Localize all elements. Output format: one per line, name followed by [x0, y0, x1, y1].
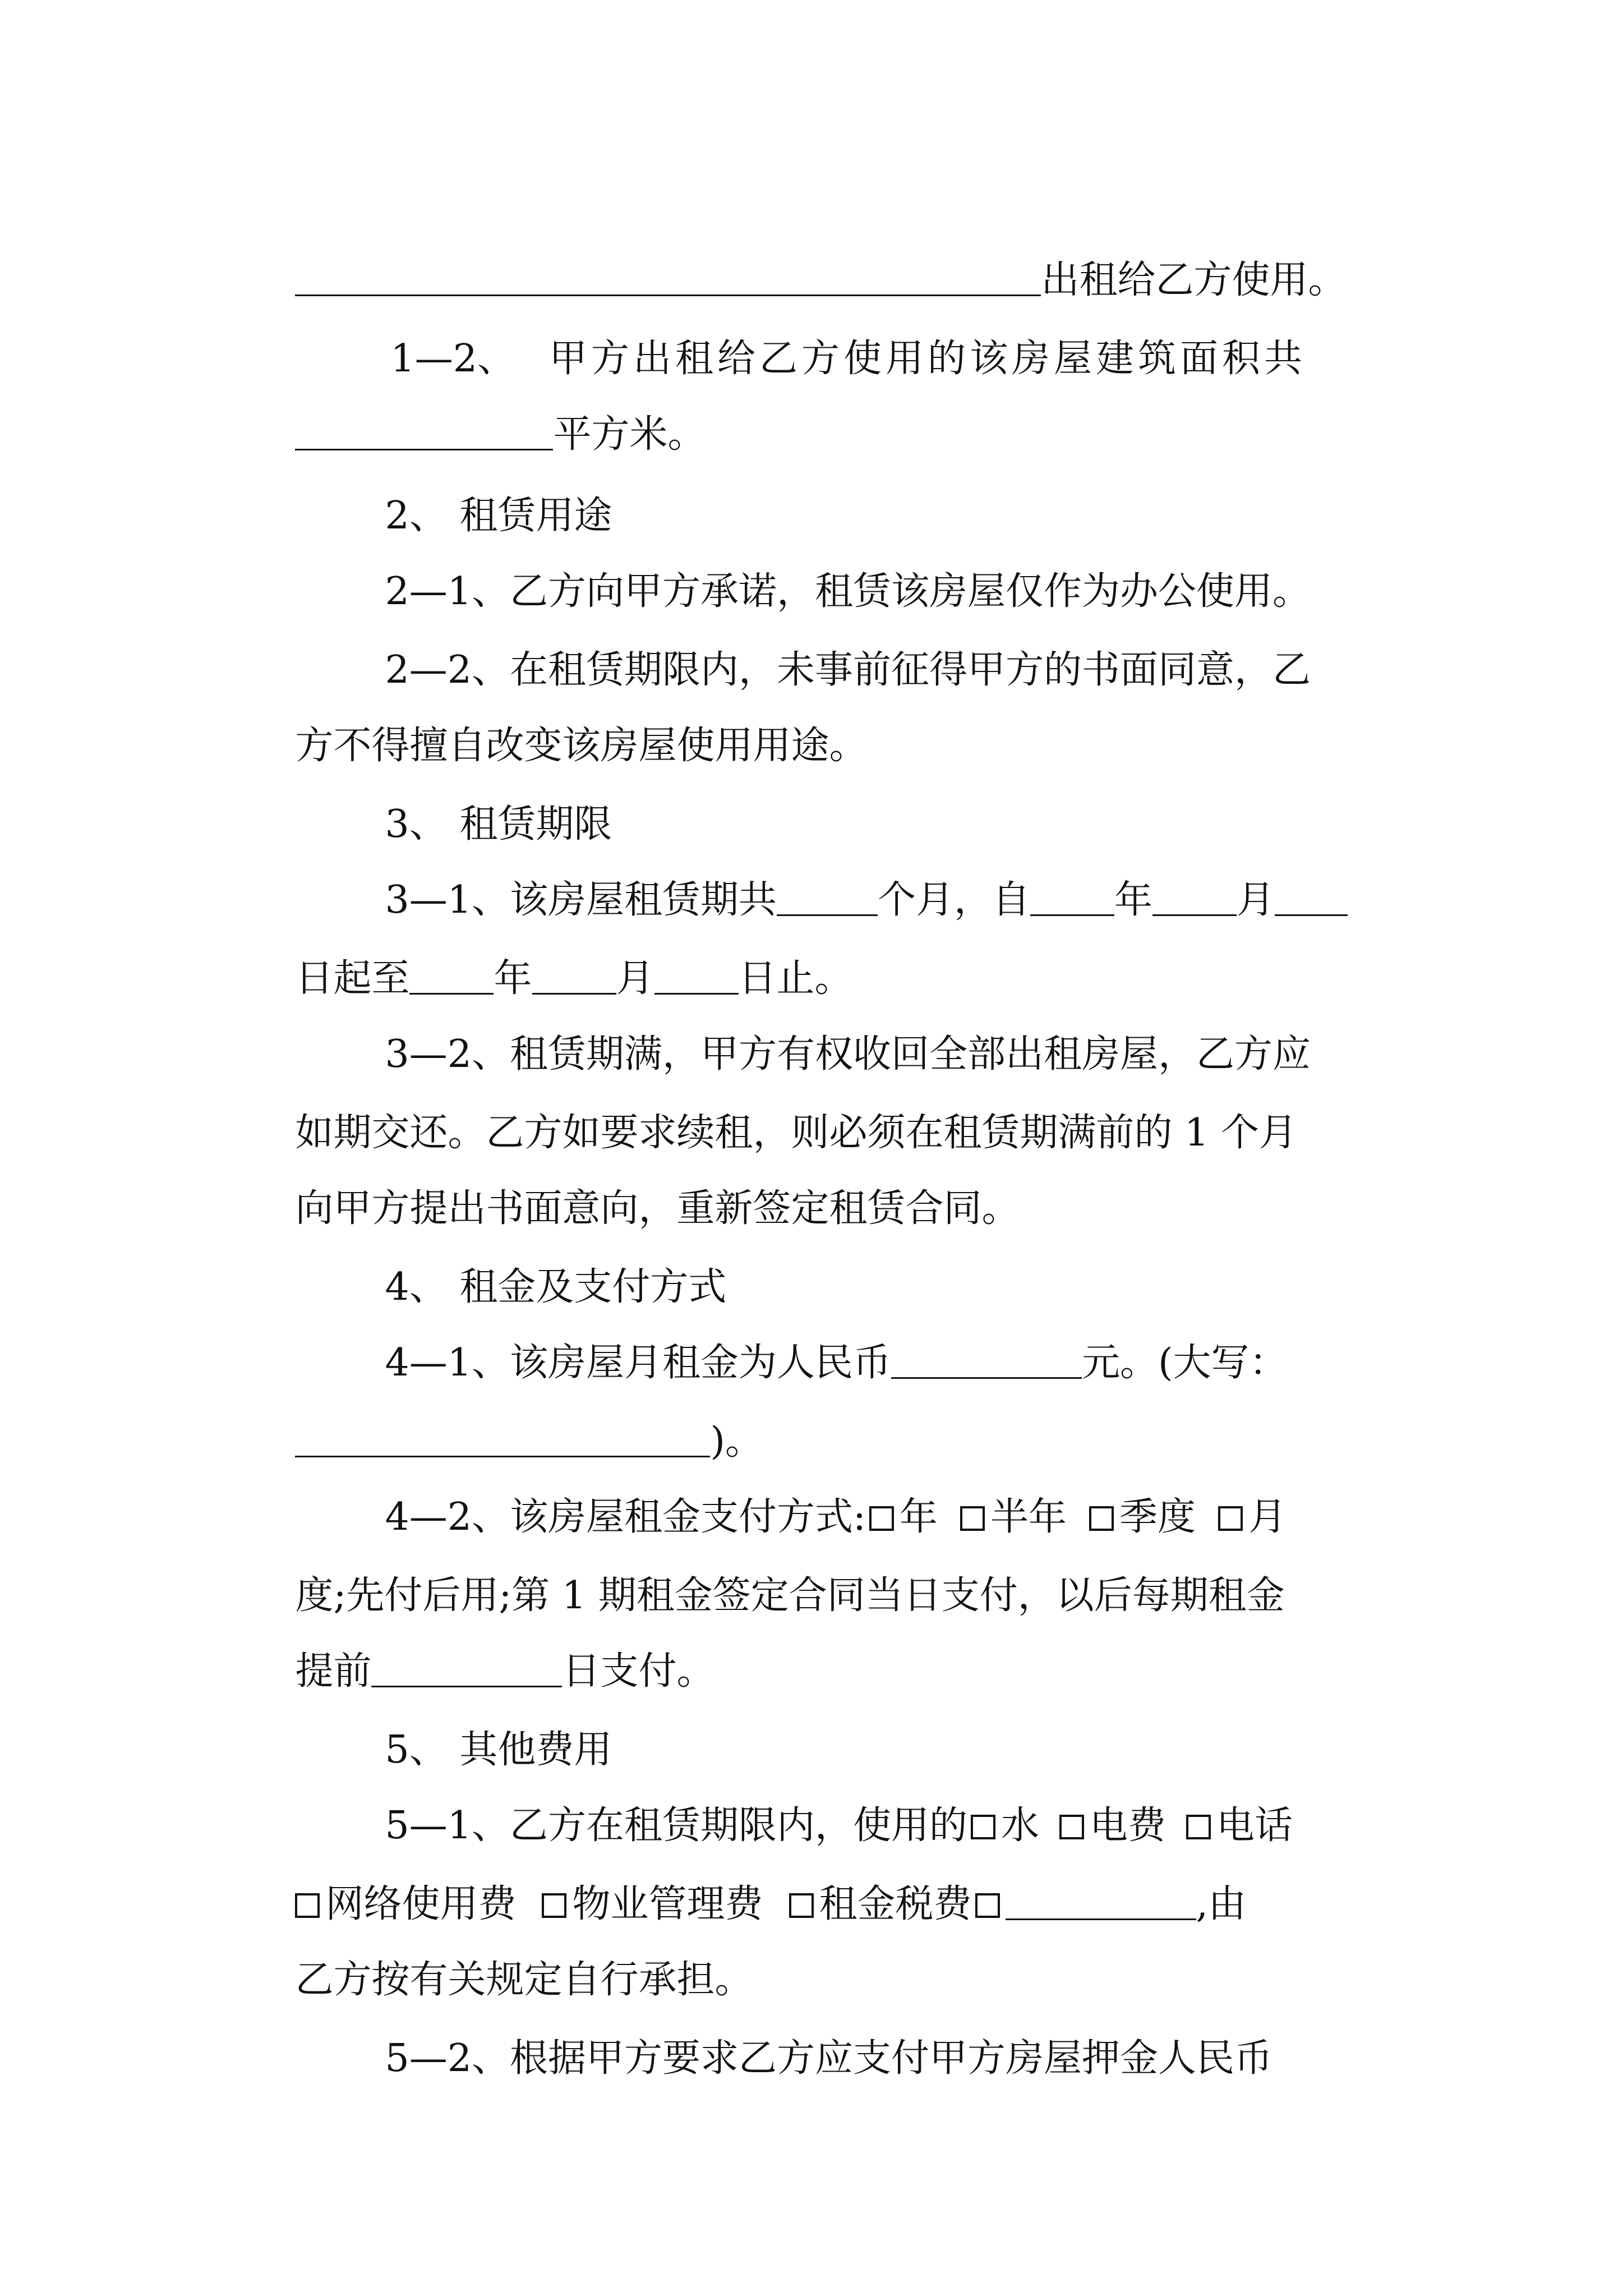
clause-5-2: 5—2、根据甲方要求乙方应支付甲方房屋押金人民币	[385, 2036, 1272, 2081]
clause-5-1-cont-2: 乙方按有关规定自行承担。	[295, 1958, 753, 2002]
clause-3-2: 3—2、租赁期满，甲方有权收回全部出租房屋，乙方应	[385, 1032, 1311, 1076]
rent-tax-checkbox[interactable]	[789, 1893, 814, 1918]
section-2-heading: 2、 租赁用途	[385, 494, 612, 538]
section-3-heading: 3、 租赁期限	[385, 802, 612, 846]
clause-1-2: 1—2、 甲方出租给乙方使用的该房屋建筑面积共	[390, 337, 1307, 381]
half-year-checkbox[interactable]	[960, 1506, 985, 1531]
other-fee-checkbox[interactable]	[975, 1893, 1000, 1918]
clause-2-2-cont: 方不得擅自改变该房屋使用用途。	[295, 724, 868, 768]
start-month-blank[interactable]	[1152, 883, 1237, 916]
clause-2-2: 2—2、在租赁期限内，未事前征得甲方的书面同意，乙	[385, 648, 1311, 692]
clause-2-1: 2—1、乙方向甲方承诺，租赁该房屋仅作为办公使用。	[385, 569, 1311, 614]
monthly-rent-blank[interactable]	[891, 1346, 1082, 1379]
clause-3-2-cont-2: 向甲方提出书面意向，重新签定租赁合同。	[295, 1186, 1020, 1231]
clause-3-1-cont: 日起至 年 月 日止。	[295, 956, 853, 1001]
clause-4-1-cont: )。	[247, 1374, 763, 1419]
clause-4-2-cont-1: 度;先付后用;第 1 期租金签定合同当日支付，以后每期租金	[295, 1573, 1285, 1618]
start-year-blank[interactable]	[1030, 883, 1114, 916]
phone-checkbox[interactable]	[1186, 1815, 1211, 1839]
section-4-heading: 4、 租金及支付方式	[385, 1265, 727, 1309]
clause-4-2-cont-2: 提前 日支付。	[295, 1649, 715, 1694]
clause-5-1-cont-1: 网络使用费 物业管理费 租金税费 ,由	[247, 1837, 1246, 1882]
monthly-checkbox[interactable]	[1218, 1506, 1243, 1531]
clause-5-1: 5—1、乙方在租赁期限内，使用的 水 电费 电话	[385, 1803, 1293, 1848]
clause-1-1-tail: 出租给乙方使用。	[247, 213, 1346, 258]
other-fee-blank[interactable]	[1006, 1887, 1196, 1920]
clause-1-2-cont: 平方米。	[247, 367, 706, 412]
section-5-heading: 5、 其他费用	[385, 1728, 612, 1772]
electricity-checkbox[interactable]	[1059, 1815, 1084, 1839]
quarterly-checkbox[interactable]	[1089, 1506, 1114, 1531]
clause-3-2-cont-1: 如期交还。乙方如要求续租，则必须在租赁期满前的 1 个月	[295, 1111, 1297, 1155]
clause-4-2: 4—2、该房屋租金支付方式: 年 半年 季度 月	[385, 1495, 1287, 1539]
clause-4-1: 4—1、该房屋月租金为人民币 元。(大写：	[385, 1341, 1288, 1385]
clause-3-1: 3—1、该房屋租赁期共 个月，自 年 月	[336, 833, 1348, 878]
yearly-checkbox[interactable]	[869, 1506, 894, 1531]
water-checkbox[interactable]	[971, 1815, 995, 1839]
floor-area-blank[interactable]	[295, 417, 553, 450]
start-day-blank[interactable]	[1275, 883, 1348, 916]
